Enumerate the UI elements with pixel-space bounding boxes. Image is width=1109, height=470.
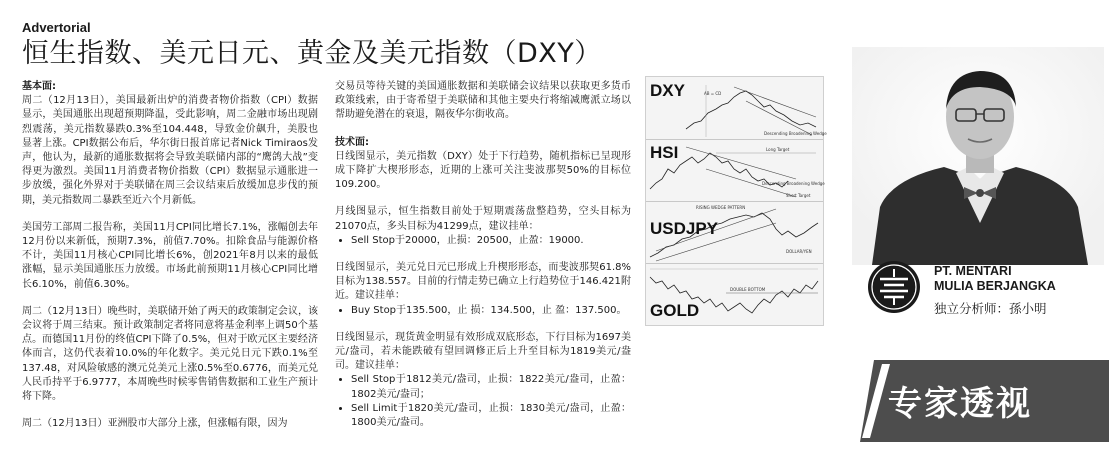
hsi-analysis: 月线图显示，恒生指数目前处于短期震荡盘整趋势，空头目标为21070点，多头目标为41299点，建议挂单： <box>335 206 631 232</box>
article-column-2 <box>335 80 631 443</box>
technical-heading: 技术面: <box>335 136 369 148</box>
fundamentals-paragraph-3: 周二（12月13日）晚些时，美联储开始了两天的政策制定会议，该会议将于周三结束。预计政策制定者将同意将基金利率上调50个基点。而德国11月份的终值CPI下降了0.5%，但对于欧元区主要经济体而言，这仍代表着10.0%的年化数字。美元兑日元下跌0.1%至137.48，对风险敏感的澳元兑美元上涨0.5%至0.6776，而美元兑人民币持平于6.9777，本周晚些时候零售销售数据和工业生产预计将下降。 <box>22 305 318 403</box>
usdjpy-chart-label: USDJPY <box>650 219 719 238</box>
dxy-analysis: 日线图显示，美元指数（DXY）处于下行趋势，随机指标已呈现形成下降扩大楔形形态，近期的上涨可关注斐波那契50%的目标位109.200。 <box>335 150 631 191</box>
fundamentals-paragraph-1: 周二（12月13日），美国最新出炉的消费者物价指数（CPI）数据显示，美国通胀出现超预期降温，受此影响，周二金融市场出现剧烈震荡，美元指数暴跌0.3%至104.448，导致金价飙升，美股也显著上涨。CPI数据公布后，华尔街日报首席记者Nick Timiraos发声，他认为，最新的通胀数据将会导致美联储内部的“鹰鸽大战”变得更为激烈。美国11月消费者物价指数（CPI）数据显示通胀进一步放缓，强化外界对于美联储在周三会议结束后放缓加息步伐的预期，美元指数周二暴跌至近六个月新低。 <box>22 95 318 206</box>
hsi-chart-annotation: Long Target <box>766 147 790 152</box>
usdjpy-order-item: • Buy Stop于135.500，止 损：134.500，止 盈：137.500。 <box>351 304 631 318</box>
fundamentals-paragraph-continued: 交易员等待关键的美国通胀数据和美联储会议结果以获取更多货币政策线索，由于寄希望于美联储和其他主要央行将缩减鹰派立场以帮助避免潜在的衰退，隔夜华尔街收高。 <box>335 81 631 121</box>
fundamentals-paragraph-2: 美国劳工部周二报告称，美国11月CPI同比增长7.1%，涨幅创去年12月份以来新低，预期7.3%，前值7.70%。扣除食品与能源价格不计，美国11月核心CPI同比增长6%，创2021年8月以来的最低涨幅，显示美国通胀压力放缓。市场此前预期11月核心CPI同比增长6.10%，前值6.30%。 <box>22 221 318 290</box>
hsi-chart-annotation: Descending Broadening Wedge <box>762 181 825 186</box>
dxy-chart-label: DXY <box>650 81 685 100</box>
gold-order-item: • Sell Stop于1812美元/盎司，止损：1822美元/盎司，止盈：1802美元/盎司； <box>351 373 631 401</box>
gold-chart-annotation: DOUBLE BOTTOM <box>730 287 766 292</box>
dxy-chart-annotation: AB = CD <box>704 91 722 96</box>
usdjpy-analysis: 日线图显示，美元兑日元已形成上升楔形形态，而斐波那契61.8%目标为138.557。目前的行情走势已确立上行趋势位于146.421附近。建议挂单： <box>335 262 631 302</box>
advertorial-tag: Advertorial <box>22 20 91 35</box>
hsi-chart-annotation: Short Target <box>786 193 811 198</box>
hsi-chart-panel <box>646 139 823 202</box>
gold-order-item: • Sell Limit于1820美元/盎司，止损：1830美元/盎司，止盈：1800美元/盎司。 <box>351 402 631 430</box>
company-name <box>934 264 1056 294</box>
dxy-chart-panel <box>646 77 827 140</box>
hsi-order-item: • Sell Stop于20000，止损：20500，止盈：19000. <box>351 234 631 248</box>
article-column-1 <box>22 80 318 444</box>
fundamentals-paragraph-4: 周二（12月13日）亚洲股市大部分上涨，但涨幅有限，因为 <box>22 418 288 430</box>
usdjpy-chart-panel <box>646 201 823 264</box>
hsi-order-list <box>335 234 631 248</box>
chart-thumbnails <box>645 76 827 326</box>
hsi-chart-label: HSI <box>650 143 679 162</box>
gold-analysis: 日线图显示，现货黄金明显有效形成双底形态，下行目标为1697美元/盎司，若未能跌破有望回调修正后上升至目标为1819美元/盎司。建议挂单： <box>335 331 631 372</box>
company-logo-icon <box>866 259 922 315</box>
usdjpy-chart-annotation: RISING WEDGE PATTERN <box>696 205 746 210</box>
analyst-name: 独立分析师：孫小明 <box>934 301 1047 316</box>
gold-order-list <box>335 373 631 430</box>
usdjpy-order-list <box>335 304 631 318</box>
gold-chart-label: GOLD <box>650 301 700 320</box>
fundamentals-heading: 基本面: <box>22 81 56 92</box>
company-name-line2: MULIA BERJANGKA <box>934 279 1056 293</box>
analyst-photo <box>852 47 1104 265</box>
expert-view-banner-text: 专家透视 <box>888 384 1032 424</box>
article-title: 恒生指数、美元日元、黄金及美元指数（DXY） <box>22 38 602 69</box>
usdjpy-chart-annotation: DOLLAR/YEN <box>786 249 812 254</box>
gold-chart-panel <box>646 263 823 325</box>
dxy-chart-annotation: Descending Broadening Wedge <box>764 131 827 136</box>
company-name-line1: PT. MENTARI <box>934 264 1012 278</box>
